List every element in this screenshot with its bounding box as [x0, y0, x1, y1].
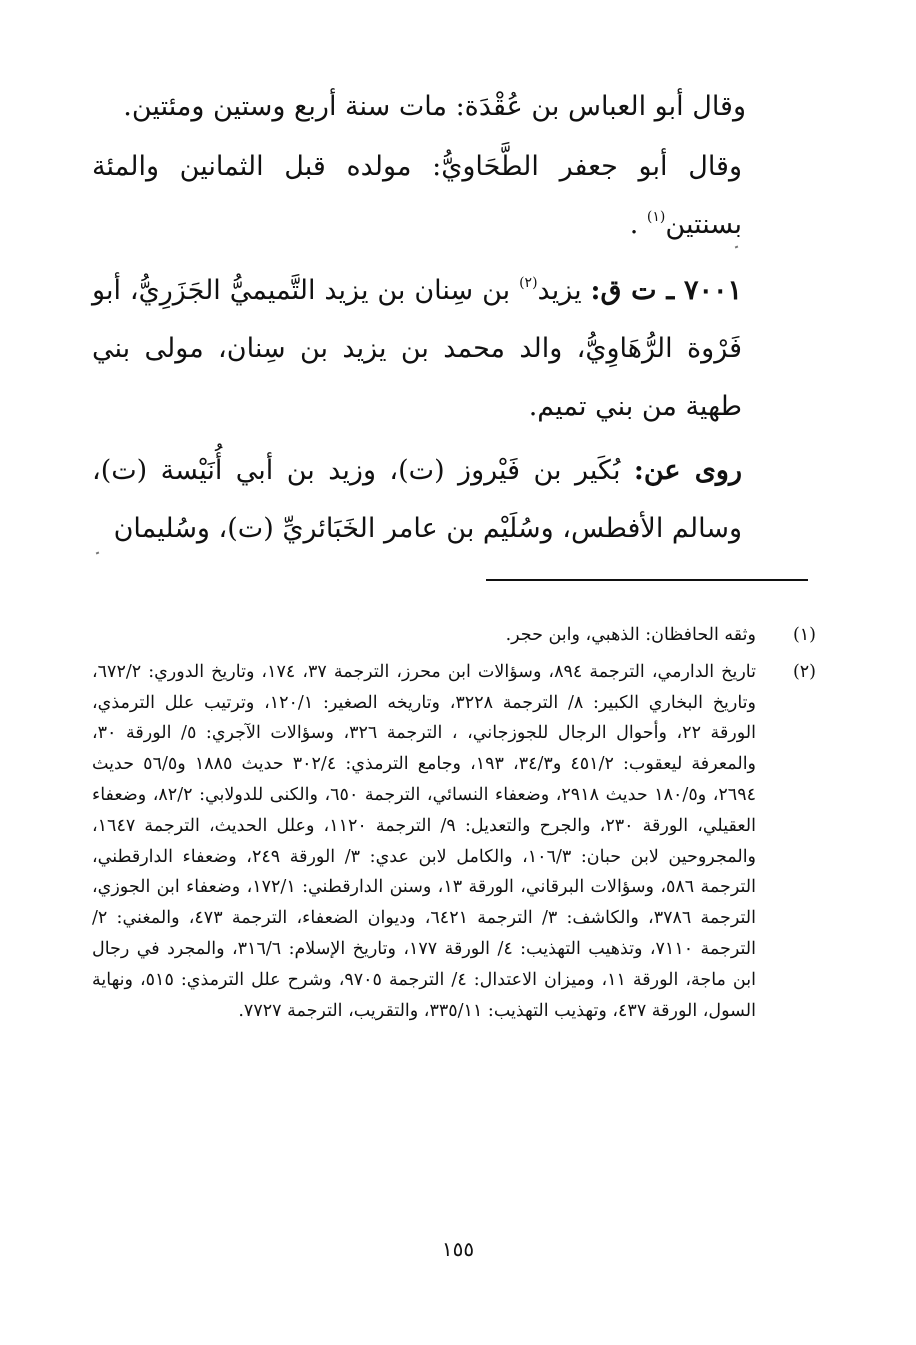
paragraph-birth-date	[92, 138, 808, 254]
footnote-ref-2[interactable]: (٢)	[519, 275, 538, 291]
footnote	[92, 657, 816, 1027]
footnote-text: تاريخ الدارمي، الترجمة ٨٩٤، وسؤالات ابن محرز، الترجمة ٣٧، ١٧٤، وتاريخ الدوري: ٦٧٢/٢، وتاريخ البخاري الكبير: ٨/ الترجمة ٣٢٢٨، وتاريخه الصغير: ١٢٠/١، وترتيب علل الترمذي، الورقة ٢٢، وأحوال الرجال للجوزجاني، ، الترجمة ٣٢٦، وسؤالات الآجري: ٥/ الورقة ٣٠، والمعرفة ليعقوب: ٤٥١/٢ و٣٤/٣، ١٩٣، وجامع الترمذي: ٣٠٢/٤ حديث ١٨٨٥ و٥٦/٥ حديث ٢٦٩٤، و١٨٠/٥ حديث ٢٩١٨، وضعفاء النسائي، الترجمة ٦٥٠، والكنى للدولابي: ٨٢/٢، وضعفاء العقيلي، الورقة ٢٣٠، والجرح والتعديل: ٩/ الترجمة ١١٢٠، وعلل الحديث، الترجمة ١٦٤٧، والمجروحين لابن حبان: ١٠٦/٣، والكامل لابن عدي: ٣/ الورقة ٢٤٩، وضعفاء الدارقطني، الترجمة ٥٨٦، وسؤالات البرقاني، الورقة ١٣، وسنن الدارقطني: ١٧٢/١، وضعفاء ابن الجوزي، الترجمة ٣٧٨٦، والكاشف: ٣/ الترجمة ٦٤٢١، وديوان الضعفاء، الترجمة ٤٧٣، والمغني: ٢/ الترجمة ٧١١٠، وتذهيب التهذيب: ٤/ الورقة ١٧٧، وتاريخ الإسلام: ٣١٦/٦، والمجرد في رجال ابن ماجة، الورقة ١١، وميزان الاعتدال: ٤/ الترجمة ٩٧٠٥، وشرح علل الترمذي: ٥١٥، ونهاية السول، الورقة ٤٣٧، وتهذيب التهذيب: ٣٣٥/١١، والتقريب، الترجمة ٧٧٢٧.	[92, 661, 757, 1021]
footnote-ref-1[interactable]: (١)	[646, 209, 666, 225]
entry-heading	[92, 262, 808, 436]
narrated-from-paragraph	[92, 442, 808, 558]
footnote	[92, 620, 816, 651]
paragraph-end: .	[629, 209, 639, 240]
main-text	[92, 78, 808, 558]
footnote-number: (١)	[792, 625, 816, 645]
page-number: ١٥٥	[441, 1237, 475, 1261]
paragraph-text: وقال أبو العباس بن عُقْدَة: مات سنة أربع وستين ومئتين.	[123, 91, 746, 122]
entry-number: ٧٠٠١ ـ ت ق:	[590, 275, 742, 306]
footnotes	[92, 620, 816, 1026]
footnote-text: وثقه الحافظان: الذهبي، وابن حجر.	[505, 625, 756, 645]
entry-name: يزيد	[537, 275, 582, 306]
footnote-divider	[486, 579, 808, 581]
entry-text: بن سِنان بن يزيد التَّميميُّ الجَزَرِيُّ، أبو فَرْوة الرُّهَاوِيُّ، والد محمد بن يزيد بن سِنان، مولى بني طهية من بني تميم.	[92, 275, 742, 422]
footnote-number: (٢)	[792, 661, 816, 682]
narrated-from-label: روى عن:	[633, 455, 742, 486]
narrated-from-text: بُكَير بن فَيْروز (ت)، وزيد بن أبي أُنَيْسة (ت)، وسالم الأفطس، وسُلَيْم بن عامر الخَبَائريِّ (ت)، وسُليمان	[92, 455, 742, 544]
paragraph-text: وقال أبو جعفر الطَّحَاويُّ: مولده قبل الثمانين والمئة بسنتين	[92, 151, 742, 240]
paragraph-death-date	[92, 78, 808, 136]
